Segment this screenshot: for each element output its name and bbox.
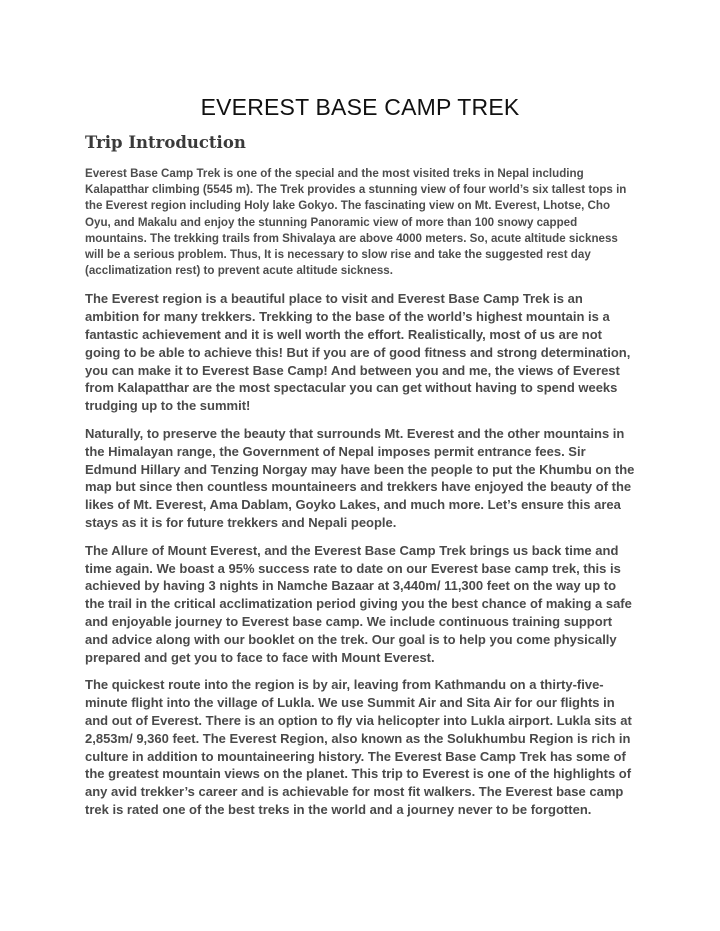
body-paragraph: The quickest route into the region is by air, leaving from Kathmandu on a thirty-five-minute flight into the village of Lukla. We use Summit Air and Sita Air for our flights in and out of Everest. There is an option to fly via helicopter into Lukla airport. Lukla sits at 2,853m/ 9,360 feet. The Everest Region, also known as the Solukhumbu Region is rich in culture in addition to mountaineering history. The Everest Base Camp Trek has some of the greatest mountain views on the planet. This trip to Everest is one of the highlights of any avid trekker’s career and is achievable for most fit walkers. The Everest base camp trek is rated one of the best treks in the world and a journey never to be forgotten. [85, 677, 632, 817]
document-body [85, 166, 637, 829]
section-heading: Trip Introduction [85, 133, 246, 152]
body-paragraph: The Everest region is a beautiful place to visit and Everest Base Camp Trek is an ambition for many trekkers. Trekking to the base of the world’s highest mountain is a fantastic achievement and it is well worth the effort. Realistically, most of us are not going to be able to achieve this! But if you are of good fitness and strong determination, you can make it to Everest Base Camp! And between you and me, the views of Everest from Kalapatthar are the most spectacular you can get without having to spend weeks trudging up to the summit! [85, 291, 631, 414]
body-paragraph: The Allure of Mount Everest, and the Everest Base Camp Trek brings us back time and time again. We boast a 95% success rate to date on our Everest base camp trek, this is achieved by having 3 nights in Namche Bazaar at 3,440m/ 11,300 feet on the way up to the trail in the critical acclimatization period giving you the best chance of making a safe and enjoyable journey to Everest base camp. We include continuous training support and advice along with our booklet on the trek. Our goal is to help you come physically prepared and get you to face to face with Mount Everest. [85, 542, 632, 665]
intro-paragraph: Everest Base Camp Trek is one of the special and the most visited treks in Nepal including Kalapatthar climbing (5545 m). The Trek provides a stunning view of four world’s six tallest tops in the Everest region including Holy lake Gokyo. The fascinating view on Mt. Everest, Lhotse, Cho Oyu, and Makalu and enjoy the stunning Panoramic view of more than 100 snowy capped mountains. The trekking trails from Shivalaya are above 4000 meters. So, acute altitude sickness will be a serious problem. Thus, It is necessary to slow rise and take the suggested rest day (acclimatization rest) to prevent acute altitude sickness. [85, 167, 627, 278]
body-paragraph: Naturally, to preserve the beauty that surrounds Mt. Everest and the other mountains in the Himalayan range, the Government of Nepal imposes permit entrance fees. Sir Edmund Hillary and Tenzing Norgay may have been the people to put the Khumbu on the map but since then countless mountaineers and trekkers have enjoyed the beauty of the likes of Mt. Everest, Ama Dablam, Goyko Lakes, and much more. Let’s ensure this area stays as it is for future trekkers and Nepali people. [85, 426, 635, 530]
page-title: EVEREST BASE CAMP TREK [200, 94, 520, 120]
